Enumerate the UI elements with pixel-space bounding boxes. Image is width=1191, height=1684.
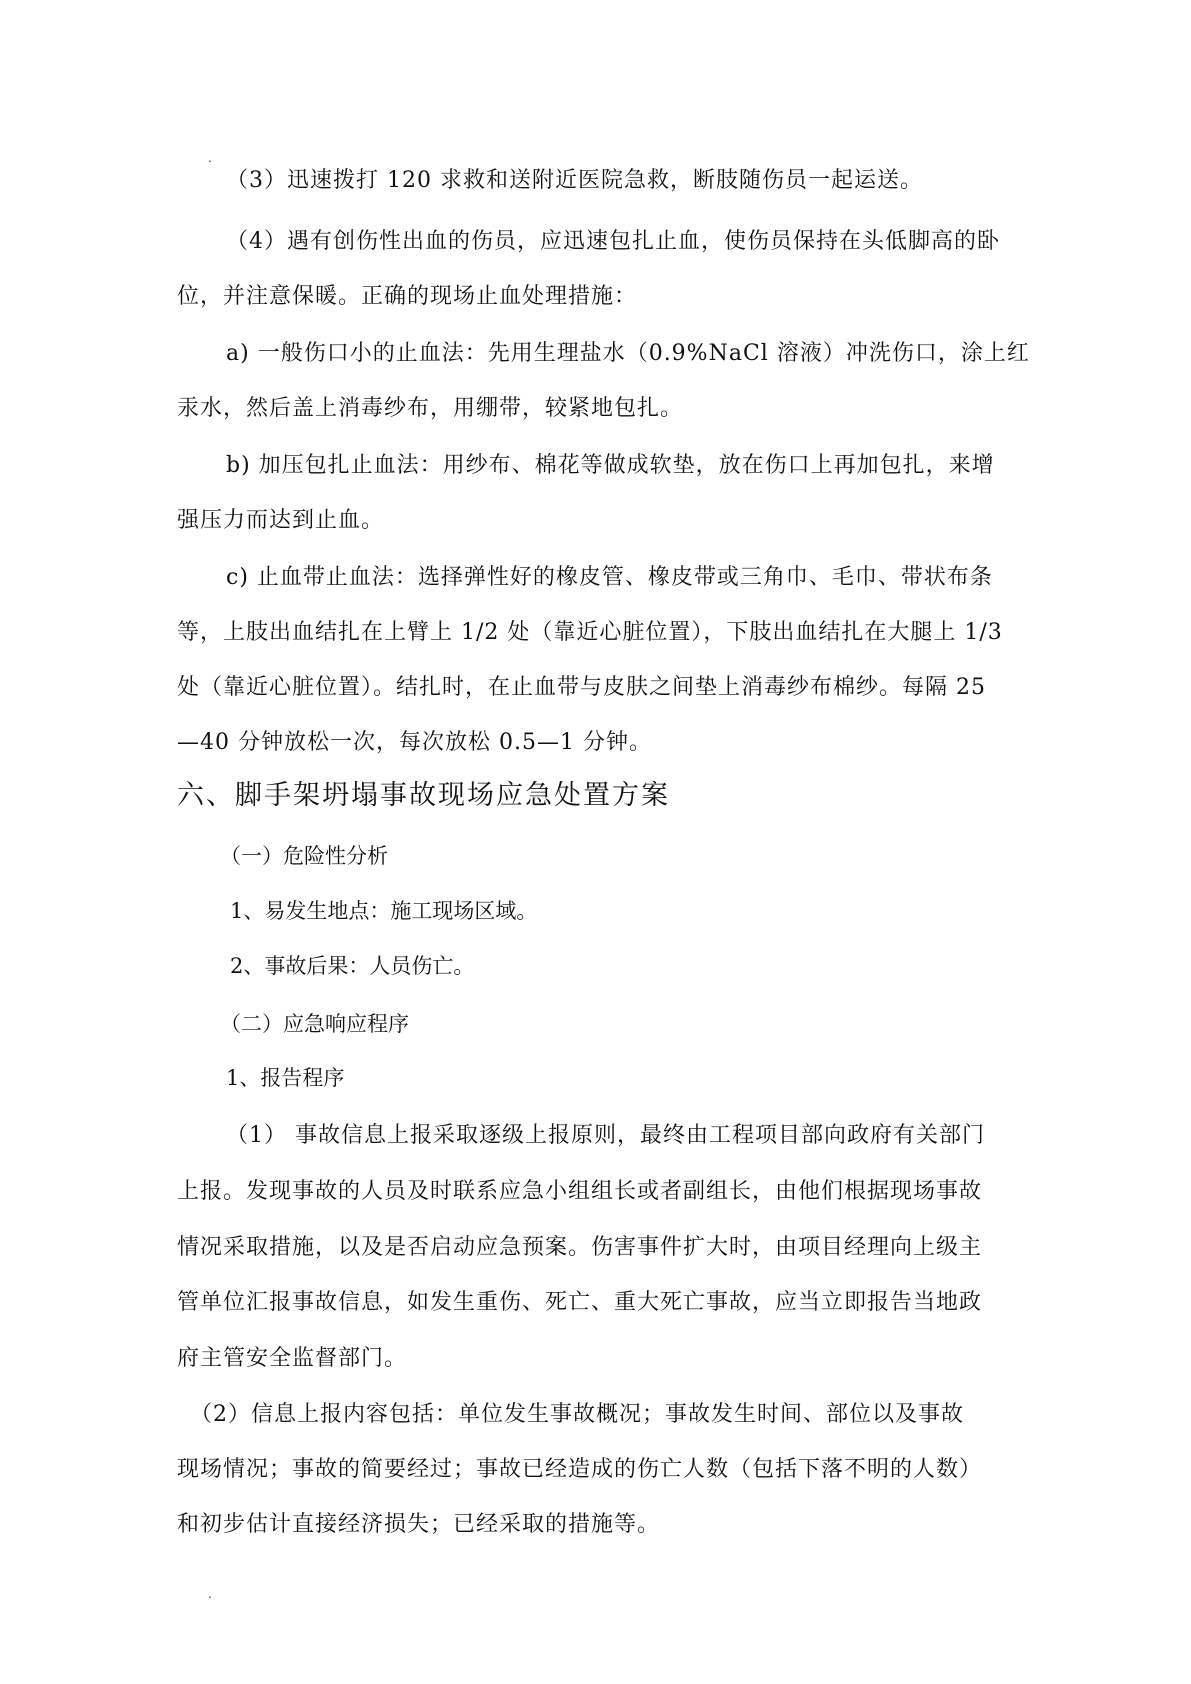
paragraph-line: 处（靠近心脏位置）。结扎时，在止血带与皮肤之间垫上消毒纱布棉纱。每隔 25 xyxy=(177,675,986,700)
section-heading: 六、脚手架坍塌事故现场应急处置方案 xyxy=(177,780,670,811)
list-item: 1、易发生地点：施工现场区域。 xyxy=(230,899,538,923)
paragraph-line: b) 加压包扎止血法：用纱布、棉花等做成软垫，放在伤口上再加包扎，来增 xyxy=(226,453,995,478)
paragraph-line: （4）遇有创伤性出血的伤员，应迅速包扎止血，使伤员保持在头低脚高的卧 xyxy=(226,229,1000,254)
paragraph-line: （3）迅速拨打 120 求救和送附近医院急救，断肢随伤员一起运送。 xyxy=(226,168,923,193)
subsection-title: 1、报告程序 xyxy=(226,1066,345,1090)
paragraph-line: —40 分钟放松一次，每次放松 0.5—1 分钟。 xyxy=(177,730,652,755)
paragraph-line: 府主管安全监督部门。 xyxy=(177,1346,408,1371)
paragraph-line: 强压力而达到止血。 xyxy=(177,508,385,533)
paragraph-line: 和初步估计直接经济损失；已经采取的措施等。 xyxy=(177,1512,661,1537)
page-top-mark: . xyxy=(208,151,212,165)
paragraph-line: （2）信息上报内容包括：单位发生事故概况；事故发生时间、部位以及事故 xyxy=(190,1402,964,1427)
paragraph-line: （1） 事故信息上报采取逐级上报原则，最终由工程项目部向政府有关部门 xyxy=(226,1123,985,1148)
subsection-title: （一）危险性分析 xyxy=(220,844,388,868)
paragraph-line: 汞水，然后盖上消毒纱布，用绷带，较紧地包扎。 xyxy=(177,396,684,421)
paragraph-line: 现场情况；事故的简要经过；事故已经造成的伤亡人数（包括下落不明的人数） xyxy=(177,1457,983,1482)
subsection-title: （二）应急响应程序 xyxy=(220,1012,409,1036)
paragraph-line: 上报。发现事故的人员及时联系应急小组组长或者副组长，由他们根据现场事故 xyxy=(177,1179,983,1204)
paragraph-line: a) 一般伤口小的止血法：先用生理盐水（0.9%NaCl 溶液）冲洗伤口，涂上红 xyxy=(226,341,1030,366)
paragraph-line: c) 止血带止血法：选择弹性好的橡皮管、橡皮带或三角巾、毛巾、带状布条 xyxy=(226,565,993,590)
page-bottom-mark: . xyxy=(208,1587,212,1601)
paragraph-line: 管单位汇报事故信息，如发生重伤、死亡、重大死亡事故，应当立即报告当地政 xyxy=(177,1290,983,1315)
paragraph-line: 情况采取措施，以及是否启动应急预案。伤害事件扩大时，由项目经理向上级主 xyxy=(177,1235,983,1260)
paragraph-line: 等，上肢出血结扎在上臂上 1/2 处（靠近心脏位置），下肢出血结扎在大腿上 1/3 xyxy=(177,620,1003,645)
paragraph-line: 位，并注意保暖。正确的现场止血处理措施： xyxy=(177,284,638,309)
list-item: 2、事故后果：人员伤亡。 xyxy=(230,954,475,978)
